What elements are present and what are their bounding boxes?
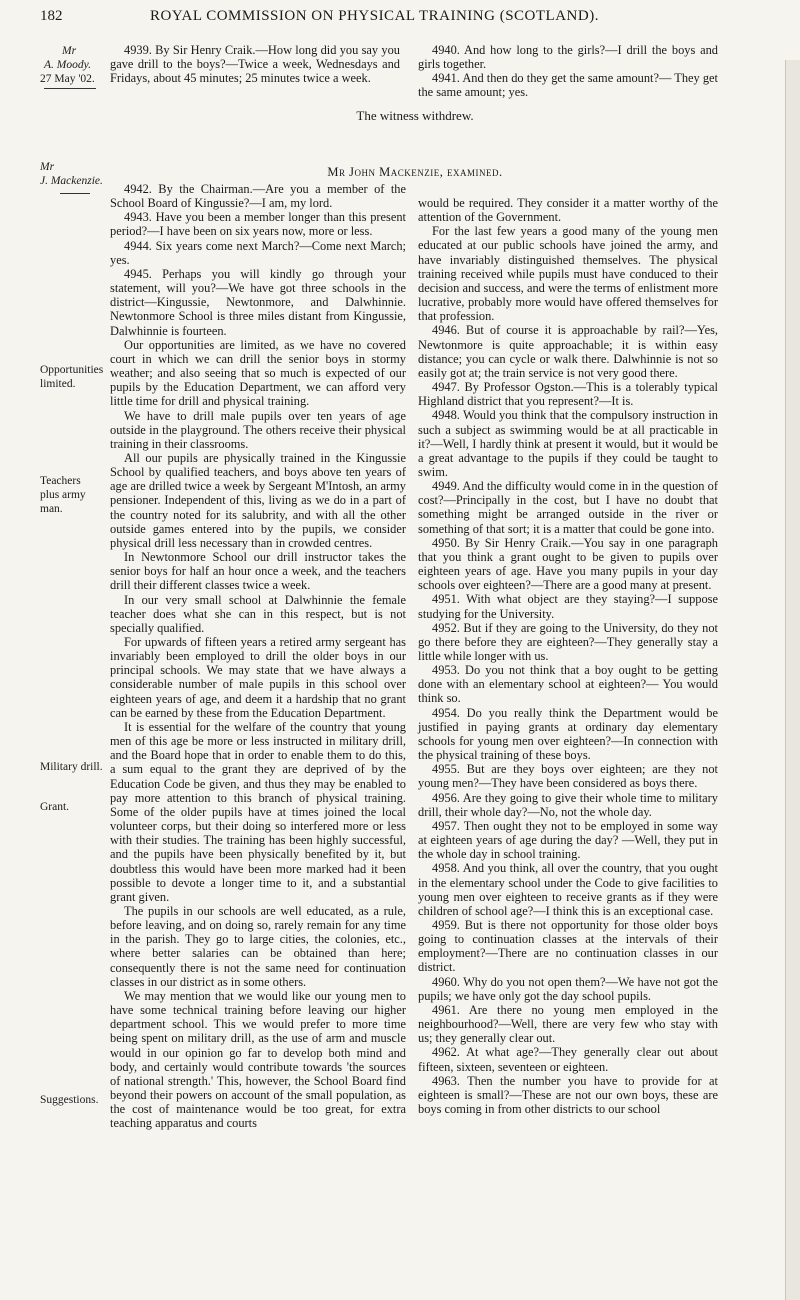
right-para: 4959. But is there not opportunity for those older boys going to continuation classes at the intervals of their employment?—There are no continuation classes in our district. <box>418 917 718 975</box>
side-note-military: Military drill. <box>40 761 103 773</box>
side-note-suggestions: Suggestions. <box>40 1094 99 1106</box>
left-para: We have to drill male pupils over ten years of age outside in the playground. The others receive their physical training in their classrooms. <box>110 408 406 451</box>
left-para: 4942. By the Chairman.—Are you a member of the School Board of Kingussie?—I am, my lord. <box>110 182 406 211</box>
right-para: 4954. Do you really think the Department would be justified in paying grants at ordinary day elementary schools for young men over eighteen?—In connection with the physical training of these boys. <box>418 705 718 763</box>
witness-heading: Mr John Mackenzie, examined. <box>327 165 503 179</box>
right-para: 4957. Then ought they not to be employed in some way at eighteen years of age during the day? —Well, they put in the whole day in school training. <box>418 818 718 862</box>
left-para: 4943. Have you been a member longer than this present period?—I have been on six years now, more or less. <box>110 210 406 239</box>
left-para: In our very small school at Dalwhinnie the female teacher does what she can in this respect, but is not specially qualified. <box>110 592 406 635</box>
left-para: It is essential for the welfare of the country that young men of this age be more or less instructed in military drill, and the Board hope that in order to enable them to do this, a sum equal to the grant they are deprived of by the Education Code be given, and thus they may be enabled to pay more attention to this branch of physical training. Some of the older pupils have at times joined the local volunteer corps, but their doing so interfered more or less with their studies. The training has been highly successful, and the pupils have been physically benefited by it, but doubtless this would have been more marked had it been possible to devote a longer time to it, and a substantial grant given. <box>110 719 406 904</box>
page-number: 182 <box>40 8 63 24</box>
margin-name-1: A. Moody. <box>44 59 91 71</box>
running-title: ROYAL COMMISSION ON PHYSICAL TRAINING (SCOTLAND). <box>150 8 599 24</box>
right-para: 4946. But of course it is approachable by rail?—Yes, Newtonmore is quite approachable; it is within easy distance; you can cycle or walk there. Dalwhinnie is not so easily got at; the train service is not very good there. <box>418 323 718 380</box>
right-para: 4949. And the difficulty would come in in the question of cost?—Principally in the cost, but I have no doubt that something might be arranged outside in the river or something of that sort; it is a matter that could be gone into. <box>418 479 718 536</box>
section1-left <box>110 43 400 85</box>
right-para: 4963. Then the number you have to provide for at eighteen is small?—These are not our own boys, these are boys coming in from other districts to our school <box>418 1073 718 1116</box>
right-para: 4952. But if they are going to the University, do they not go there before they are eighteen?—They generally stay a little while longer with us. <box>418 620 718 663</box>
answer-4941: 4941. And then do they get the same amount?— They get the same amount; yes. <box>418 71 718 100</box>
right-para: 4950. By Sir Henry Craik.—You say in one paragraph that you think a grant ought to be given to pupils over eighteen years of age. Have you many pupils in your day schools over eighteen?—There are a good many at present. <box>418 535 718 593</box>
margin-name-2: J. Mackenzie. <box>40 175 103 187</box>
right-para: 4960. Why do you not open them?—We have not got the pupils; we have only got the day school pupils. <box>418 974 718 1003</box>
next-page-edge <box>785 60 800 1300</box>
left-para: 4944. Six years come next March?—Come next March; yes. <box>110 238 406 267</box>
margin-date-1: 27 May '02. <box>40 73 95 85</box>
right-para: would be required. They consider it a matter worthy of the attention of the Government. <box>418 196 718 225</box>
right-para: 4951. With what object are they staying?—I suppose studying for the University. <box>418 592 718 621</box>
right-para: 4955. But are they boys over eighteen; are they not young men?—They have been considered as boys there. <box>418 762 718 791</box>
witness-withdrew: The witness withdrew. <box>356 108 474 123</box>
right-para: 4948. Would you think that the compulsory instruction in such a subject as swimming would be at all practicable in it?—Well, I hardly think at present it would, but it would be a great advantage to the pupils if they could be taught to swim. <box>418 408 718 479</box>
right-para: 4958. And you think, all over the country, that you ought in the elementary school under the Code to give facilities to young men over eighteen to receive grants as if they were children of school age?—I think this is an exceptional case. <box>418 861 718 918</box>
right-column <box>418 196 718 1116</box>
right-para: 4947. By Professor Ogston.—This is a tolerably typical Highland district that you represent?—It is. <box>418 380 718 409</box>
left-para: In Newtonmore School our drill instructor takes the senior boys for half an hour once a week, and the teachers drill their different classes twice a week. <box>110 550 406 593</box>
answer-4939: 4939. By Sir Henry Craik.—How long did you say you gave drill to the boys?—Twice a week, Wednesdays and Fridays, about 45 minutes; 25 minutes twice a week. <box>110 43 400 86</box>
right-para: 4961. Are there no young men employed in the neighbourhood?—Well, there are very few who stay with us; they generally clear out. <box>418 1002 718 1046</box>
right-para: 4953. Do you not think that a boy ought to be getting done with an elementary school at eighteen?— You would think so. <box>418 663 718 706</box>
left-column <box>110 182 406 1130</box>
side-note-opportunities: Opportunities limited. <box>40 364 104 390</box>
left-para: The pupils in our schools are well educated, as a rule, before leaving, and on doing so, rarely remain for any time in the parish. They go to large cities, the colonies, etc., where better salaries can be obtained than here; consequently there is not the same need for continuation classes in our district as in some others. <box>110 903 406 989</box>
side-note-teachers: Teachers plus army man. <box>40 475 86 515</box>
left-para: For upwards of fifteen years a retired army sergeant has invariably been employed to drill the older boys in our principal schools. We may state that we have always a considerable number of male pupils in this school over eighteen years of age, and deem it a hardship that no grant can be earned by these from the Education Department. <box>110 635 406 720</box>
margin-witness-2: Mr <box>40 161 55 173</box>
right-para: 4956. Are they going to give their whole time to military drill, their whole day?—No, not the whole day. <box>418 790 718 819</box>
left-para: 4945. Perhaps you will kindly go through your statement, will you?—We have got three schools in the district—Kingussie, Newtonmore, and Dalwhinnie. Newtonmore School is three miles distant from Kingussie, Dalwhinnie is fourteen. <box>110 266 406 338</box>
margin-rule-1 <box>44 88 96 89</box>
margin-rule-2 <box>60 193 90 194</box>
left-para: All our pupils are physically trained in the Kingussie School by qualified teachers, and boys above ten years of age are drilled twice a week by Sergeant M'Intosh, an army pensioner. Independent of this, living as we do in a part of the country noted for its salubrity, and with all the other outside games entered into by the pupils, we consider physical drill less necessary than in crowded centres. <box>110 450 406 550</box>
side-note-grant: Grant. <box>40 801 70 813</box>
left-para: Our opportunities are limited, as we have no covered court in which we can drill the senior boys in stormy weather; and also seeing that so much is expected of our pupils by the Education Department, we can afford very little time for drill and physical training. <box>110 337 406 409</box>
section1-right <box>418 43 718 100</box>
answer-4940: 4940. And how long to the girls?—I drill the boys and girls together. <box>418 43 718 72</box>
right-para: 4962. At what age?—They generally clear out about fifteen, sixteen, seventeen or eighteen. <box>418 1045 718 1074</box>
right-para: For the last few years a good many of the young men educated at our public schools have joined the army, and have invariably distinguished themselves. The physical training received while pupils must have conduced to their decision and success, and were the terms of enlistment more lucrative, probably more would have offered themselves for that profession. <box>418 224 718 324</box>
margin-witness-1: Mr <box>62 45 77 57</box>
left-para: We may mention that we would like our young men to have some technical training before leaving our higher department school. This we would prefer to more time being spent on military drill, as the use of arm and muscle would in our opinion go far to develop both mind and body, and certainly would contribute towards 'the sources of national strength.' This, however, the School Board find beyond their powers on account of the small population, as the cost of maintenance would be too great, for extra teaching apparatus and courts <box>110 988 406 1131</box>
